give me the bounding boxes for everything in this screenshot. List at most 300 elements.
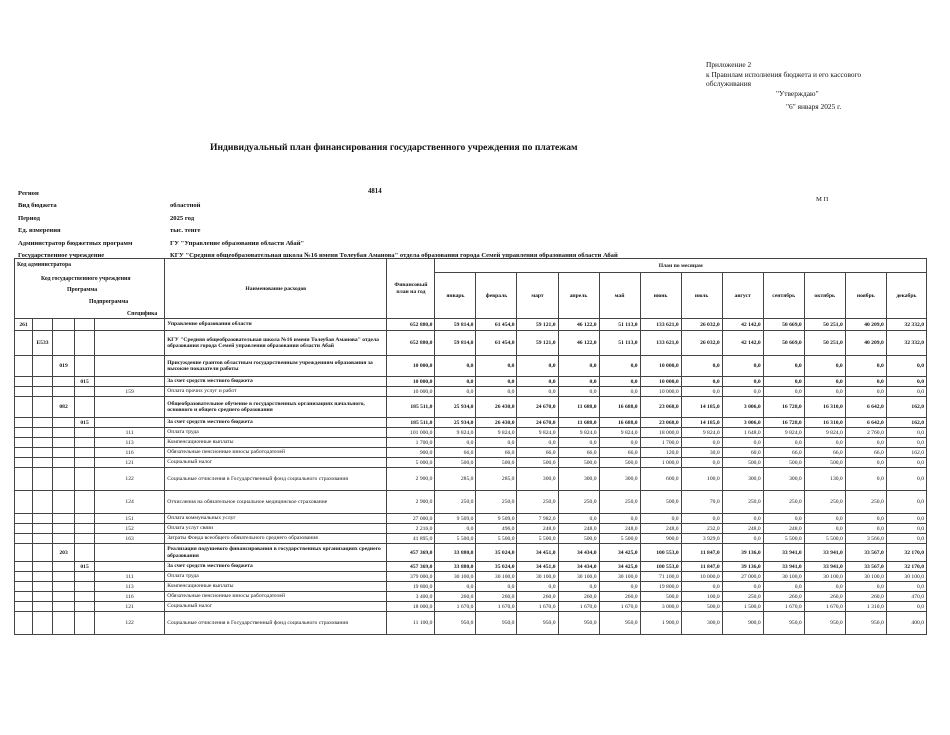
month-header: июнь	[640, 273, 681, 319]
month-value-cell: 11 688,0	[558, 418, 599, 428]
code-cell: 111	[95, 428, 165, 438]
month-value-cell: 248,0	[558, 524, 599, 534]
code-cell	[15, 602, 33, 612]
table-row	[15, 562, 927, 572]
month-value-cell: 0,0	[886, 582, 926, 592]
month-value-cell: 0,0	[845, 377, 886, 387]
month-value-cell: 0,0	[804, 524, 845, 534]
expense-name-cell: Оплата услуг связи	[165, 524, 387, 534]
annual-plan-cell: 457 369,0	[387, 562, 435, 572]
month-value-cell: 0,0	[517, 377, 558, 387]
month-value-cell: 0,0	[599, 514, 640, 524]
table-row	[15, 448, 927, 458]
table-row	[15, 428, 927, 438]
months-header: План по месяцам	[435, 259, 927, 273]
expense-name-cell: Присуждение грантов областным государственным учреждениям образования за высокие показатели работы	[165, 356, 387, 377]
month-value-cell: 260,0	[435, 592, 476, 602]
code-cell: 116	[95, 592, 165, 602]
code-cell: 082	[53, 397, 75, 418]
month-value-cell: 0,0	[599, 387, 640, 397]
code-cell	[15, 534, 33, 544]
month-value-cell: 32 332,0	[886, 319, 926, 331]
month-value-cell: 133 621,0	[640, 319, 681, 331]
code-cell	[53, 491, 75, 514]
month-value-cell: 3 000,0	[640, 602, 681, 612]
month-value-cell: 0,0	[722, 534, 763, 544]
month-value-cell: 0,0	[886, 491, 926, 514]
month-value-cell: 248,0	[517, 524, 558, 534]
month-value-cell: 51 113,0	[599, 319, 640, 331]
expense-name-cell: Оплата коммунальных услуг	[165, 514, 387, 524]
month-value-cell: 250,0	[435, 491, 476, 514]
code-cell	[53, 602, 75, 612]
month-value-cell: 0,0	[845, 582, 886, 592]
code-cell	[33, 514, 53, 524]
code-cell	[33, 534, 53, 544]
month-value-cell: 248,0	[722, 524, 763, 534]
month-value-cell: 0,0	[681, 356, 722, 377]
code-cell	[53, 331, 75, 356]
month-value-cell: 0,0	[845, 387, 886, 397]
annual-plan-cell: 652 880,0	[387, 319, 435, 331]
code-cell	[33, 387, 53, 397]
code-cell	[53, 592, 75, 602]
month-value-cell: 100,0	[681, 468, 722, 491]
plan-body	[15, 319, 927, 635]
code-cell: 122	[95, 468, 165, 491]
month-value-cell: 10 000,0	[681, 572, 722, 582]
expense-name-cell: Управление образования области	[165, 319, 387, 331]
month-value-cell: 23 068,0	[640, 418, 681, 428]
month-value-cell: 32 332,0	[886, 331, 926, 356]
month-value-cell: 248,0	[599, 524, 640, 534]
annual-plan-cell: 900,0	[387, 448, 435, 458]
month-value-cell: 0,0	[763, 438, 804, 448]
annual-plan-cell: 10 000,0	[387, 387, 435, 397]
code-cell	[33, 356, 53, 377]
month-value-cell: 0,0	[886, 438, 926, 448]
code-cell: 203	[53, 544, 75, 562]
month-value-cell: 0,0	[599, 438, 640, 448]
month-value-cell: 3 566,0	[845, 534, 886, 544]
month-value-cell: 3 006,0	[722, 397, 763, 418]
month-value-cell: 27 000,0	[722, 572, 763, 582]
month-value-cell: 0,0	[476, 387, 517, 397]
code-cell	[15, 491, 33, 514]
month-value-cell: 34 425,0	[599, 544, 640, 562]
month-value-cell: 9 509,0	[435, 514, 476, 524]
month-value-cell: 14 185,0	[681, 418, 722, 428]
code-institution-header: Код государственного учреждения	[41, 276, 131, 282]
table-row	[15, 458, 927, 468]
code-cell	[75, 387, 95, 397]
month-value-cell: 9 824,0	[476, 428, 517, 438]
code-cell: 151	[95, 514, 165, 524]
month-value-cell: 9 824,0	[599, 428, 640, 438]
month-value-cell: 0,0	[845, 468, 886, 491]
month-value-cell: 10 000,0	[640, 377, 681, 387]
month-header: декабрь	[886, 273, 926, 319]
month-value-cell: 0,0	[886, 387, 926, 397]
code-cell	[53, 418, 75, 428]
code-cell: 159	[95, 387, 165, 397]
expense-name-cell: КГУ "Средняя общеобразовательная школа №16 имени Толеубая Аманова" отдела образования города Семей управления образования области Абай	[165, 331, 387, 356]
table-row	[15, 582, 927, 592]
month-value-cell: 2 760,0	[845, 428, 886, 438]
table-row	[15, 572, 927, 582]
appendix-line: к Правилам исполнения бюджета и его кассового	[706, 69, 862, 79]
month-value-cell: 70,0	[681, 491, 722, 514]
month-value-cell: 0,0	[886, 468, 926, 491]
month-value-cell: 0,0	[558, 387, 599, 397]
code-cell	[15, 612, 33, 635]
month-value-cell: 33 941,0	[763, 544, 804, 562]
code-cell	[15, 562, 33, 572]
month-value-cell: 0,0	[886, 514, 926, 524]
month-value-cell: 0,0	[558, 514, 599, 524]
month-value-cell: 34 434,0	[558, 544, 599, 562]
code-cell	[33, 458, 53, 468]
month-value-cell: 500,0	[599, 458, 640, 468]
annual-plan-cell: 652 880,0	[387, 331, 435, 356]
month-value-cell: 5 500,0	[517, 534, 558, 544]
code-subprogram-header: Подпрограмма	[89, 299, 129, 305]
annual-plan-cell: 18 000,0	[387, 602, 435, 612]
financing-plan-table	[14, 258, 927, 635]
code-cell	[15, 572, 33, 582]
month-value-cell: 0,0	[476, 582, 517, 592]
month-value-cell: 51 113,0	[599, 331, 640, 356]
month-value-cell: 1 670,0	[476, 602, 517, 612]
month-value-cell: 500,0	[804, 458, 845, 468]
month-value-cell: 950,0	[558, 612, 599, 635]
code-cell: 124	[95, 491, 165, 514]
month-value-cell: 260,0	[517, 592, 558, 602]
month-value-cell: 0,0	[763, 377, 804, 387]
month-value-cell: 500,0	[640, 592, 681, 602]
annual-plan-cell: 2 216,0	[387, 524, 435, 534]
month-value-cell: 250,0	[763, 491, 804, 514]
code-cell	[75, 458, 95, 468]
month-value-cell: 16 688,0	[599, 397, 640, 418]
month-value-cell: 0,0	[804, 582, 845, 592]
appendix-line: обслуживания	[706, 79, 752, 88]
month-value-cell: 950,0	[804, 612, 845, 635]
month-value-cell: 0,0	[435, 438, 476, 448]
month-value-cell: 1 648,0	[722, 428, 763, 438]
month-header: ноябрь	[845, 273, 886, 319]
month-header: январь	[435, 273, 476, 319]
month-value-cell: 32 170,0	[886, 544, 926, 562]
month-value-cell: 50 669,0	[763, 331, 804, 356]
month-value-cell: 232,0	[681, 524, 722, 534]
code-cell	[53, 534, 75, 544]
code-program-header: Программа	[67, 287, 98, 293]
expense-name-cell: Затраты Фонда всеобщего обязательного среднего образования	[165, 534, 387, 544]
code-cell	[33, 319, 53, 331]
month-value-cell: 34 434,0	[558, 562, 599, 572]
month-value-cell: 248,0	[640, 524, 681, 534]
month-value-cell: 1 670,0	[804, 602, 845, 612]
month-value-cell: 33 880,0	[435, 562, 476, 572]
code-cell	[15, 448, 33, 458]
month-value-cell: 250,0	[476, 491, 517, 514]
code-cell	[75, 524, 95, 534]
code-cell	[53, 572, 75, 582]
month-value-cell: 35 024,0	[476, 562, 517, 572]
month-value-cell: 26 032,0	[681, 319, 722, 331]
code-cell	[95, 397, 165, 418]
month-value-cell: 35 024,0	[476, 544, 517, 562]
code-cell	[75, 592, 95, 602]
month-value-cell: 250,0	[558, 491, 599, 514]
month-value-cell: 6 642,0	[845, 397, 886, 418]
month-value-cell: 250,0	[517, 491, 558, 514]
expense-name-cell: Социальные отчисления в Государственный фонд социального страхования	[165, 612, 387, 635]
code-cell	[15, 356, 33, 377]
info-label: Вид бюджета	[18, 202, 57, 210]
month-value-cell: 16 688,0	[599, 418, 640, 428]
month-value-cell: 9 824,0	[558, 428, 599, 438]
month-header: март	[517, 273, 558, 319]
month-value-cell: 0,0	[804, 356, 845, 377]
month-value-cell: 0,0	[845, 458, 886, 468]
table-row	[15, 544, 927, 562]
code-cell	[95, 331, 165, 356]
month-value-cell: 39 136,0	[722, 562, 763, 572]
info-label: Администратор бюджетных программ	[18, 239, 133, 247]
month-value-cell: 34 451,0	[517, 562, 558, 572]
month-value-cell: 0,0	[681, 514, 722, 524]
code-cell	[75, 448, 95, 458]
region-code: 4814	[368, 188, 382, 195]
month-value-cell: 300,0	[517, 468, 558, 491]
table-row	[15, 387, 927, 397]
expense-name-cell: Оплата прочих услуг и работ	[165, 387, 387, 397]
month-value-cell: 0,0	[681, 458, 722, 468]
month-value-cell: 34 451,0	[517, 544, 558, 562]
month-value-cell: 25 934,0	[435, 418, 476, 428]
month-value-cell: 950,0	[599, 612, 640, 635]
month-value-cell: 19 800,0	[640, 582, 681, 592]
month-value-cell: 0,0	[763, 582, 804, 592]
code-cell	[33, 491, 53, 514]
code-cell	[53, 514, 75, 524]
annual-plan-cell: 1 700,0	[387, 438, 435, 448]
month-value-cell: 1 700,0	[640, 438, 681, 448]
month-header: апрель	[558, 273, 599, 319]
code-cell	[15, 387, 33, 397]
month-value-cell: 500,0	[640, 491, 681, 514]
code-cell	[53, 562, 75, 572]
month-value-cell: 66,0	[804, 448, 845, 458]
expense-name-cell: За счет средств местного бюджета	[165, 377, 387, 387]
month-value-cell: 0,0	[476, 438, 517, 448]
expense-name-cell: Социальные отчисления в Государственный фонд социального страхования	[165, 468, 387, 491]
month-value-cell: 0,0	[845, 356, 886, 377]
table-row	[15, 397, 927, 418]
month-value-cell: 33 941,0	[763, 562, 804, 572]
month-value-cell: 6 642,0	[845, 418, 886, 428]
month-value-cell: 260,0	[599, 592, 640, 602]
month-value-cell: 500,0	[763, 458, 804, 468]
month-value-cell: 0,0	[804, 514, 845, 524]
table-row	[15, 524, 927, 534]
month-value-cell: 59 814,0	[435, 319, 476, 331]
appendix-block	[706, 60, 906, 112]
annual-plan-cell: 10 000,0	[387, 377, 435, 387]
month-value-cell: 16 728,0	[763, 397, 804, 418]
month-value-cell: 250,0	[722, 592, 763, 602]
code-cell	[15, 331, 33, 356]
month-value-cell: 16 728,0	[763, 418, 804, 428]
expense-name-cell: Обязательные пенсионные взносы работодателей	[165, 592, 387, 602]
month-value-cell: 30 100,0	[476, 572, 517, 582]
code-cell	[15, 458, 33, 468]
month-value-cell: 0,0	[845, 438, 886, 448]
month-value-cell: 14 185,0	[681, 397, 722, 418]
month-value-cell: 59 121,0	[517, 331, 558, 356]
code-cell: 019	[53, 356, 75, 377]
stamp-placeholder: М П	[816, 196, 829, 203]
code-cell	[75, 534, 95, 544]
appendix-line: Приложение 2	[706, 60, 752, 69]
month-value-cell: 42 142,0	[722, 319, 763, 331]
month-value-cell: 0,0	[722, 387, 763, 397]
code-cell	[15, 524, 33, 534]
table-row	[15, 514, 927, 524]
month-value-cell: 250,0	[722, 491, 763, 514]
month-value-cell: 61 454,0	[476, 331, 517, 356]
month-value-cell: 0,0	[558, 582, 599, 592]
expense-name-cell: Социальный налог	[165, 458, 387, 468]
month-header: июль	[681, 273, 722, 319]
code-cell: 261	[15, 319, 33, 331]
month-header: август	[722, 273, 763, 319]
month-value-cell: 0,0	[435, 582, 476, 592]
expense-name-cell: Оплата труда	[165, 572, 387, 582]
month-value-cell: 950,0	[476, 612, 517, 635]
month-value-cell: 66,0	[476, 448, 517, 458]
code-cell: 121	[95, 458, 165, 468]
info-value: 2025 год	[170, 214, 195, 222]
month-value-cell: 0,0	[558, 356, 599, 377]
expense-name-cell: Обязательные пенсионные взносы работодателей	[165, 448, 387, 458]
month-value-cell: 30 100,0	[804, 572, 845, 582]
month-value-cell: 23 068,0	[640, 397, 681, 418]
code-cell	[53, 448, 75, 458]
table-row	[15, 356, 927, 377]
month-value-cell: 0,0	[886, 458, 926, 468]
month-value-cell: 33 941,0	[804, 544, 845, 562]
code-cell: 163	[95, 534, 165, 544]
code-cell	[15, 468, 33, 491]
month-value-cell: 0,0	[722, 582, 763, 592]
month-value-cell: 0,0	[722, 438, 763, 448]
month-value-cell: 248,0	[763, 524, 804, 534]
month-value-cell: 0,0	[435, 387, 476, 397]
code-cell	[33, 377, 53, 387]
month-value-cell: 260,0	[845, 592, 886, 602]
month-value-cell: 10 000,0	[640, 387, 681, 397]
annual-plan-cell: 11 100,0	[387, 612, 435, 635]
month-value-cell: 5 500,0	[599, 534, 640, 544]
month-value-cell: 24 670,0	[517, 397, 558, 418]
code-cell	[95, 377, 165, 387]
month-value-cell: 11 688,0	[558, 397, 599, 418]
annual-plan-cell: 3 400,0	[387, 592, 435, 602]
month-value-cell: 34 425,0	[599, 562, 640, 572]
code-cell: 113	[95, 438, 165, 448]
expense-name-cell: Компенсационные выплаты	[165, 582, 387, 592]
month-header: февраль	[476, 273, 517, 319]
annual-plan-cell: 185 511,0	[387, 418, 435, 428]
annual-plan-header: Финансовый план на год	[387, 259, 435, 319]
table-row	[15, 438, 927, 448]
code-cell	[75, 582, 95, 592]
month-value-cell: 500,0	[517, 458, 558, 468]
month-value-cell: 1 670,0	[763, 602, 804, 612]
code-cell	[75, 602, 95, 612]
month-value-cell: 59 814,0	[435, 331, 476, 356]
month-value-cell: 11 847,0	[681, 544, 722, 562]
document-title: Индивидуальный план финансирования государственного учреждения по платежам	[210, 142, 578, 153]
code-cell	[53, 582, 75, 592]
month-value-cell: 300,0	[722, 468, 763, 491]
code-cell	[33, 468, 53, 491]
code-cell	[53, 428, 75, 438]
info-value: КГУ "Средняя общеобразовательная школа №16 имени Толеубая Аманова" отдела образования города Семей управления образования области Абай	[170, 251, 618, 259]
month-value-cell: 900,0	[722, 612, 763, 635]
annual-plan-cell: 27 000,0	[387, 514, 435, 524]
month-value-cell: 40 209,0	[845, 331, 886, 356]
month-value-cell: 1 500,0	[722, 602, 763, 612]
info-label: Период	[18, 214, 40, 222]
code-cell: 015	[75, 562, 95, 572]
month-value-cell: 0,0	[517, 387, 558, 397]
code-cell	[53, 319, 75, 331]
month-value-cell: 0,0	[763, 387, 804, 397]
code-cell: 015	[75, 377, 95, 387]
table-row	[15, 602, 927, 612]
month-value-cell: 0,0	[886, 428, 926, 438]
code-cell	[33, 592, 53, 602]
month-value-cell: 950,0	[845, 612, 886, 635]
code-cell	[75, 514, 95, 524]
month-value-cell: 66,0	[599, 448, 640, 458]
code-cell	[53, 524, 75, 534]
code-cell	[33, 572, 53, 582]
month-value-cell: 0,0	[476, 356, 517, 377]
month-value-cell: 9 824,0	[804, 428, 845, 438]
month-value-cell: 0,0	[517, 438, 558, 448]
code-cell	[33, 418, 53, 428]
expense-name-cell: За счет средств местного бюджета	[165, 562, 387, 572]
approval-label: "Утверждаю"	[776, 88, 819, 98]
code-cell	[53, 377, 75, 387]
month-value-cell: 400,0	[886, 612, 926, 635]
code-specific-header: Специфика	[127, 311, 158, 317]
month-value-cell: 162,0	[886, 448, 926, 458]
month-value-cell: 250,0	[599, 491, 640, 514]
month-value-cell: 26 430,0	[476, 397, 517, 418]
month-value-cell: 0,0	[722, 377, 763, 387]
month-value-cell: 500,0	[476, 458, 517, 468]
annual-plan-cell: 2 900,0	[387, 491, 435, 514]
month-value-cell: 0,0	[681, 582, 722, 592]
month-value-cell: 66,0	[435, 448, 476, 458]
month-value-cell: 500,0	[722, 458, 763, 468]
